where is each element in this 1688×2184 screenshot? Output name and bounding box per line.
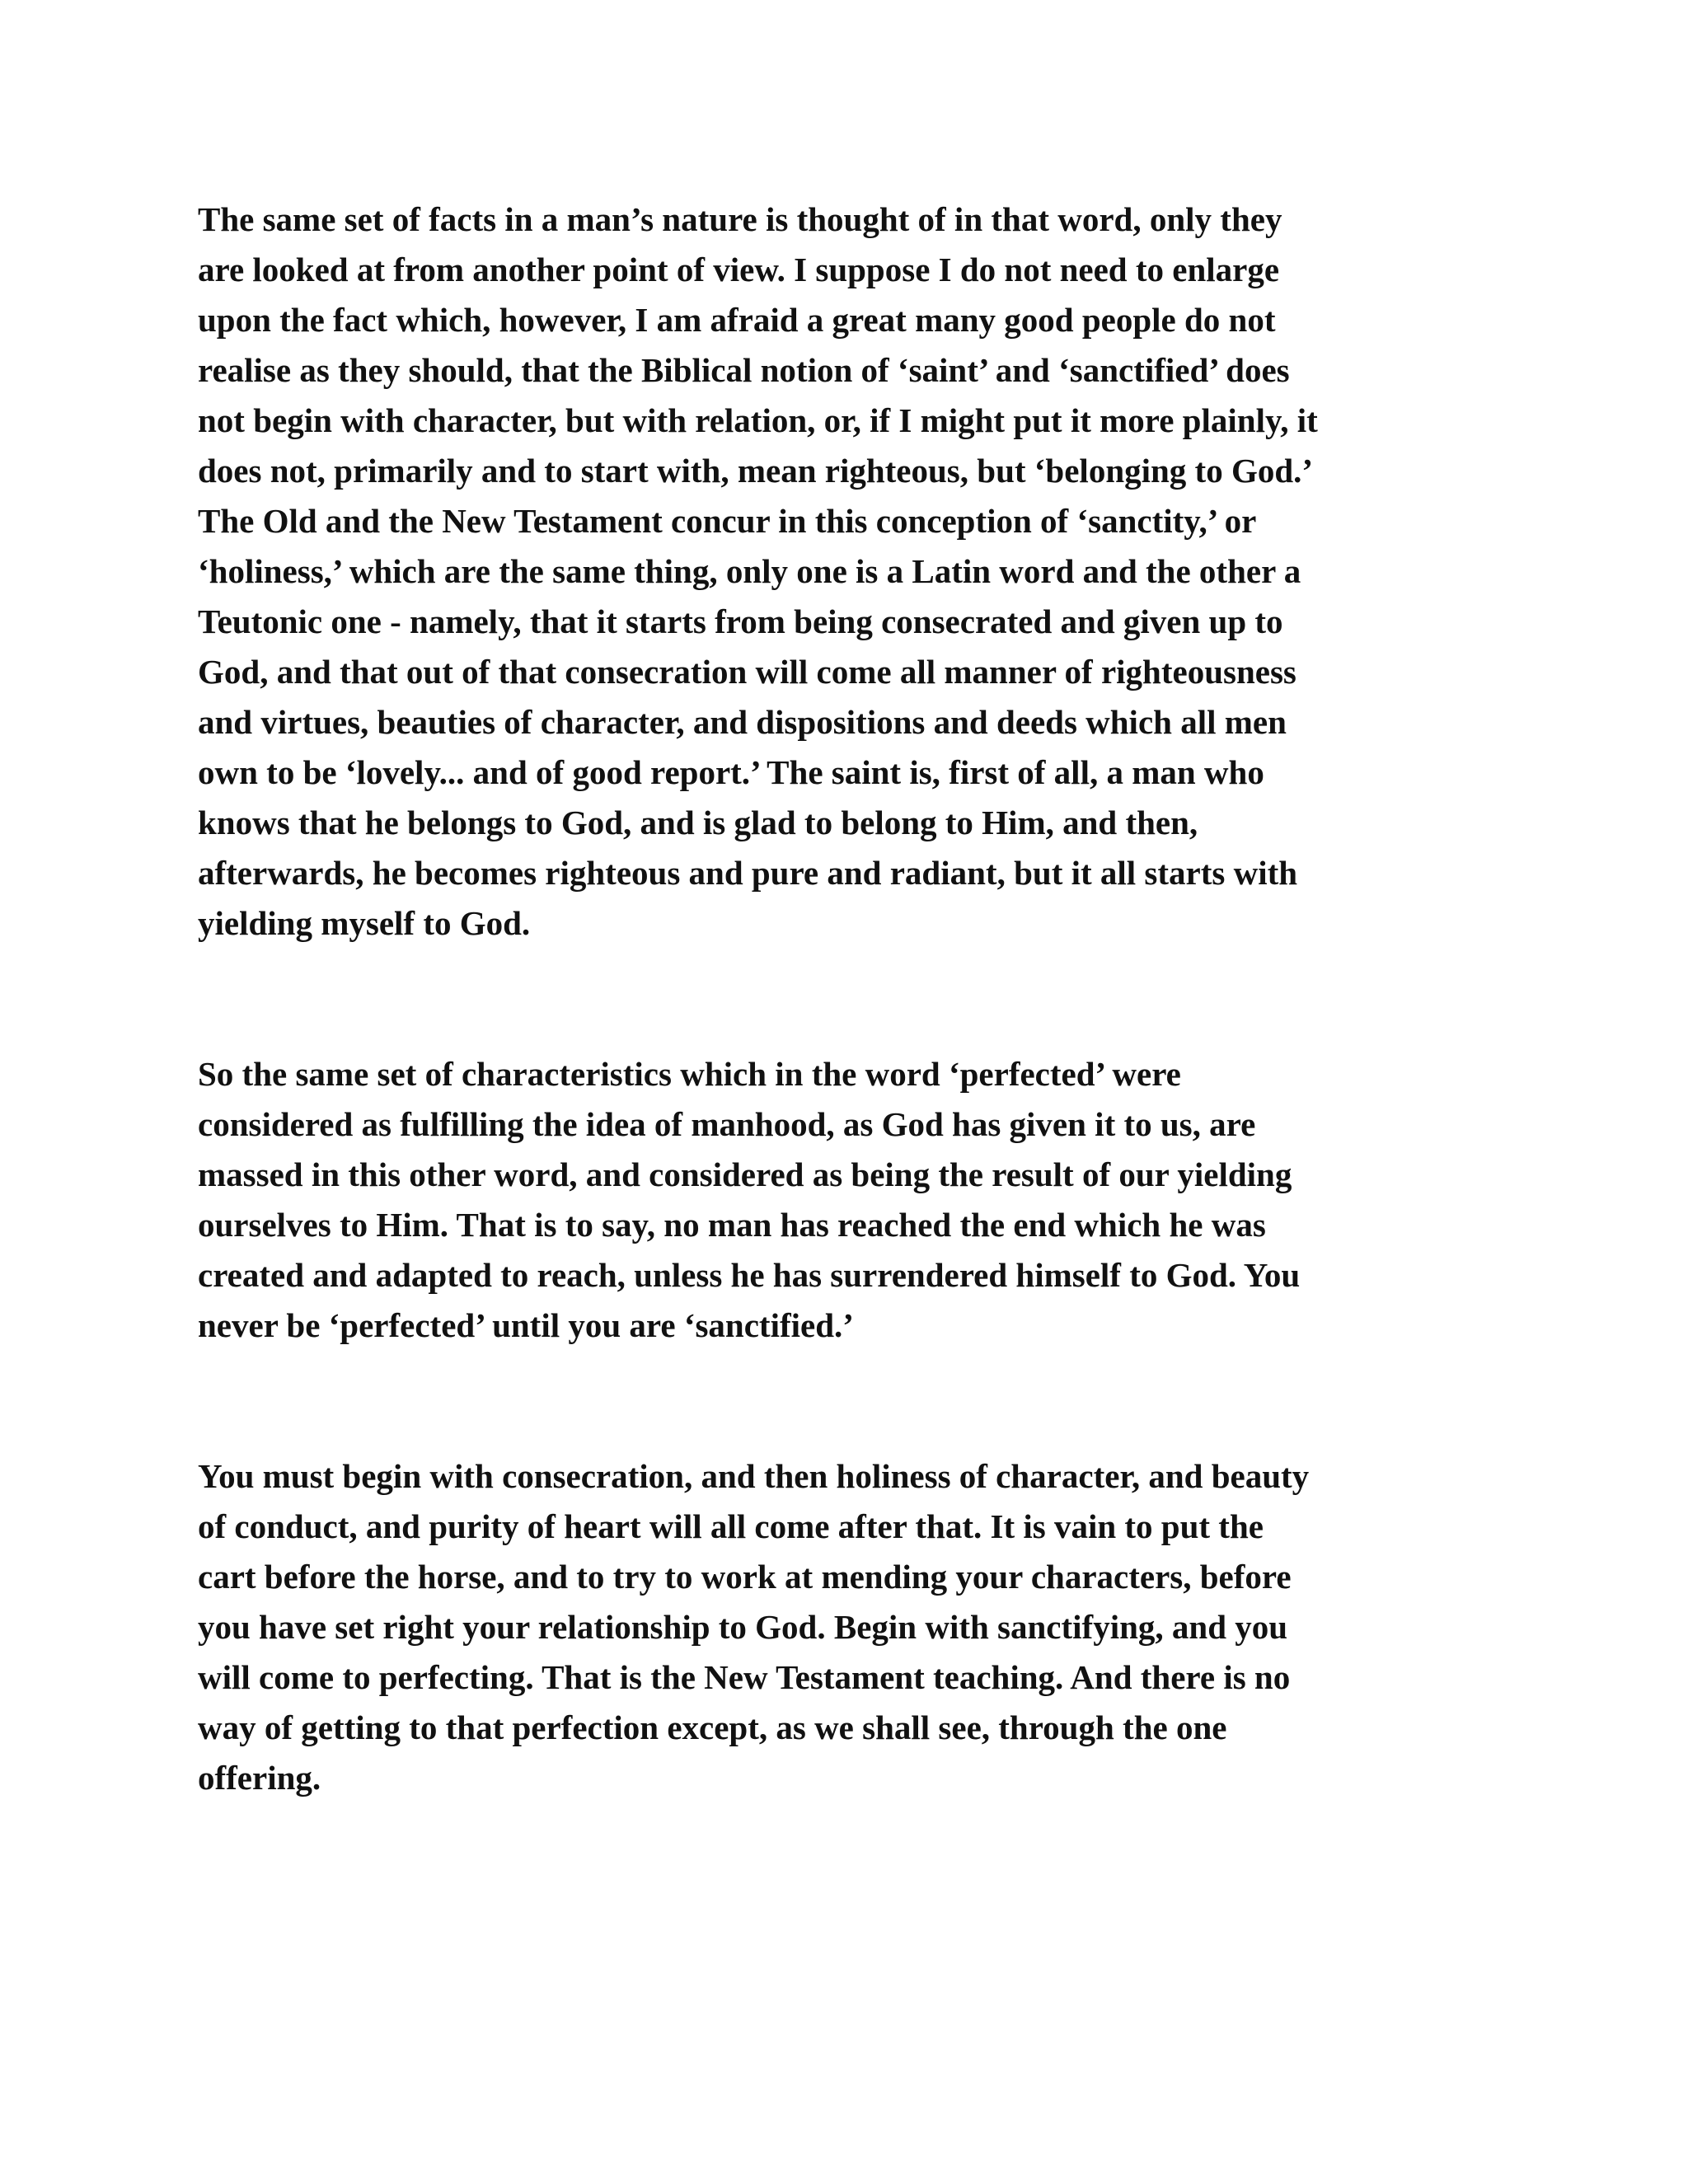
body-text	[198, 194, 1500, 1803]
text-line: yielding myself to God.	[198, 904, 531, 942]
text-line: Teutonic one - namely, that it starts from being consecrated and given up to	[198, 602, 1283, 640]
text-line: are looked at from another point of view. I suppose I do not need to enlarge	[198, 251, 1280, 288]
text-line: created and adapted to reach, unless he has surrendered himself to God. You	[198, 1256, 1301, 1294]
paragraph-spacer	[198, 949, 1500, 1049]
paragraph-spacer	[198, 1351, 1500, 1451]
text-line: The same set of facts in a man’s nature is thought of in that word, only they	[198, 200, 1282, 238]
text-line: upon the fact which, however, I am afraid a great many good people do not	[198, 301, 1276, 339]
text-line: ‘holiness,’ which are the same thing, only one is a Latin word and the other a	[198, 552, 1301, 590]
text-line: considered as fulfilling the idea of manhood, as God has given it to us, are	[198, 1105, 1256, 1143]
paragraph-2	[198, 1049, 1500, 1351]
text-line: never be ‘perfected’ until you are ‘sanctified.’	[198, 1306, 854, 1344]
text-line: of conduct, and purity of heart will all come after that. It is vain to put the	[198, 1507, 1264, 1545]
text-line: God, and that out of that consecration will come all manner of righteousness	[198, 653, 1296, 691]
text-line: cart before the horse, and to try to work at mending your characters, before	[198, 1558, 1292, 1596]
paragraph-1	[198, 194, 1500, 949]
text-line: knows that he belongs to God, and is glad to belong to Him, and then,	[198, 804, 1198, 841]
text-line: You must begin with consecration, and then holiness of character, and beauty	[198, 1457, 1310, 1495]
text-line: and virtues, beauties of character, and dispositions and deeds which all men	[198, 703, 1287, 741]
text-line: way of getting to that perfection except, as we shall see, through the one	[198, 1708, 1227, 1746]
text-line: afterwards, he becomes righteous and pure and radiant, but it all starts with	[198, 854, 1298, 892]
text-line: own to be ‘lovely... and of good report.’ The saint is, first of all, a man who	[198, 753, 1264, 791]
text-line: not begin with character, but with relation, or, if I might put it more plainly, it	[198, 401, 1318, 439]
text-line: you have set right your relationship to God. Begin with sanctifying, and you	[198, 1608, 1288, 1646]
text-line: does not, primarily and to start with, mean righteous, but ‘belonging to God.’	[198, 452, 1314, 490]
paragraph-3	[198, 1451, 1500, 1803]
text-line: The Old and the New Testament concur in this conception of ‘sanctity,’ or	[198, 502, 1257, 540]
text-line: realise as they should, that the Biblical notion of ‘saint’ and ‘sanctified’ does	[198, 351, 1290, 389]
text-line: offering.	[198, 1759, 321, 1797]
text-line: will come to perfecting. That is the New Testament teaching. And there is no	[198, 1658, 1291, 1696]
text-line: massed in this other word, and considered as being the result of our yielding	[198, 1155, 1292, 1193]
text-line: So the same set of characteristics which in the word ‘perfected’ were	[198, 1055, 1181, 1093]
text-line: ourselves to Him. That is to say, no man has reached the end which he was	[198, 1206, 1266, 1244]
